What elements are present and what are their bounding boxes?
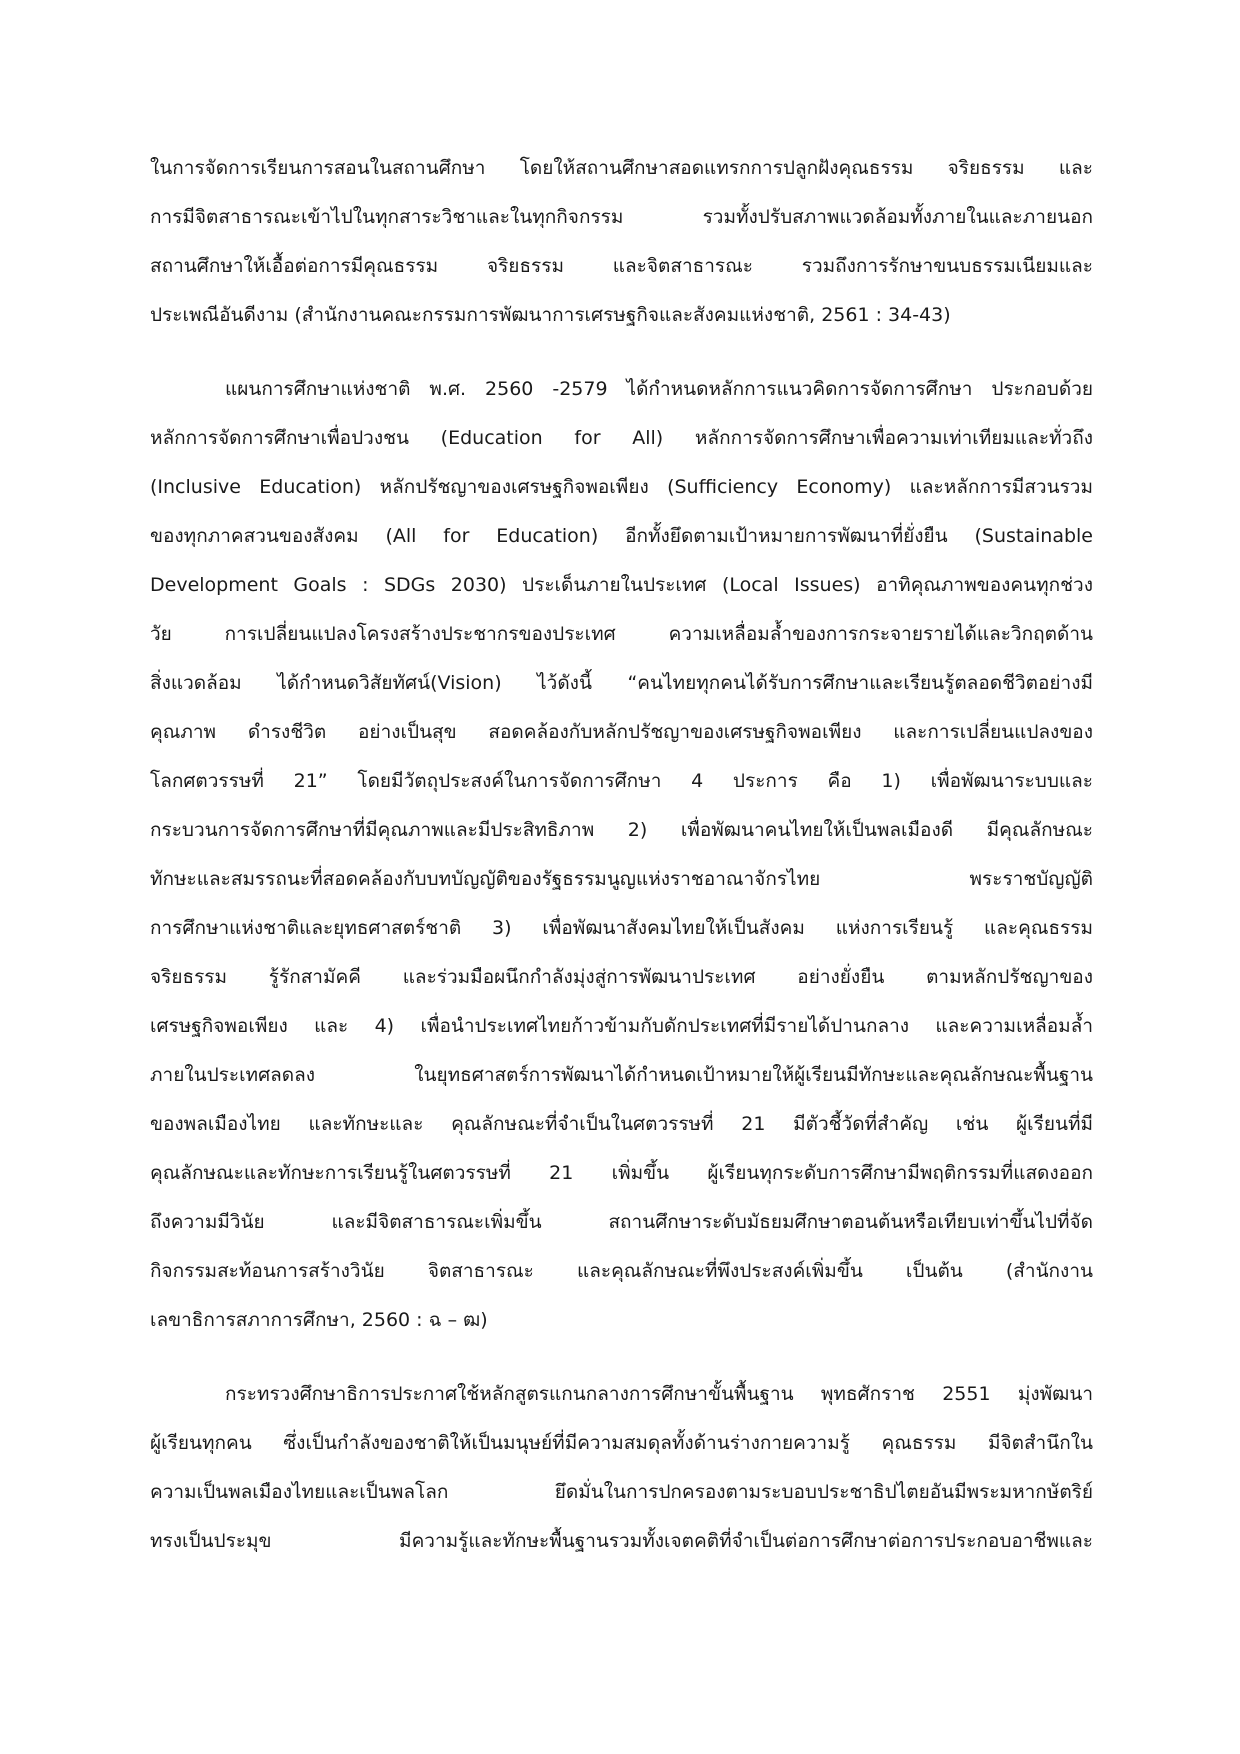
- text-line: ถึงความมีวินัย และมีจิตสาธารณะเพิ่มขึ้น สถานศึกษาระดับมัธยมศึกษาตอนต้นหรือเทียบเท่าขึ้นไปที่จัด: [150, 1211, 1093, 1233]
- text-line: เศรษฐกิจพอเพียง และ 4) เพื่อนำประเทศไทยก้าวข้ามกับดักประเทศที่มีรายได้ปานกลาง และความเหลื่อมล้ำ: [150, 1015, 1093, 1037]
- text-line: ทักษะและสมรรถนะที่สอดคล้องกับบทบัญญัติของรัฐธรรมนูญแห่งราชอาณาจักรไทย พระราชบัญญัติ: [150, 868, 1093, 890]
- text-line: กระบวนการจัดการศึกษาที่มีคุณภาพและมีประสิทธิภาพ 2) เพื่อพัฒนาคนไทยให้เป็นพลเมืองดี มีคุณลักษณะ: [150, 819, 1093, 841]
- text-line: กิจกรรมสะท้อนการสร้างวินัย จิตสาธารณะ และคุณลักษณะที่พึงประสงค์เพิ่มขึ้น เป็นต้น (สำนักงาน: [150, 1260, 1093, 1282]
- text-line: ของทุกภาคสวนของสังคม (All for Education) อีกทั้งยึดตามเป้าหมายการพัฒนาที่ยั่งยืน (Sustainable: [150, 525, 1093, 547]
- paragraph-1: [150, 144, 1093, 340]
- text-line: สิ่งแวดล้อม ได้กำหนดวิสัยทัศน์(Vision) ไว้ดังนี้ “คนไทยทุกคนได้รับการศึกษาและเรียนรู้ตลอดชีวิตอย่างมี: [150, 672, 1093, 694]
- text-line: กระทรวงศึกษาธิการประกาศใช้หลักสูตรแกนกลางการศึกษาขั้นพื้นฐาน พุทธศักราช 2551 มุ่งพัฒนา: [225, 1383, 1093, 1405]
- text-line: เลขาธิการสภาการศึกษา, 2560 : ฉ – ฒ): [150, 1309, 488, 1331]
- text-line: Development Goals : SDGs 2030) ประเด็นภายในประเทศ (Local Issues) อาทิคุณภาพของคนทุกช่วง: [150, 574, 1093, 596]
- paragraph-2: [150, 365, 1093, 1345]
- text-line: ภายในประเทศลดลง ในยุทธศาสตร์การพัฒนาได้กำหนดเป้าหมายให้ผู้เรียนมีทักษะและคุณลักษณะพื้นฐาน: [150, 1064, 1093, 1086]
- text-line: การมีจิตสาธารณะเข้าไปในทุกสาระวิชาและในทุกกิจกรรม รวมทั้งปรับสภาพแวดล้อมทั้งภายในและภายนอก: [150, 206, 1093, 228]
- text-line: แผนการศึกษาแห่งชาติ พ.ศ. 2560 -2579 ได้กำหนดหลักการแนวคิดการจัดการศึกษา ประกอบด้วย: [225, 378, 1093, 400]
- text-line: ของพลเมืองไทย และทักษะและ คุณลักษณะที่จำเป็นในศตวรรษที่ 21 มีตัวชี้วัดที่สำคัญ เช่น ผู้เรียนที่มี: [150, 1113, 1093, 1135]
- text-line: ในการจัดการเรียนการสอนในสถานศึกษา โดยให้สถานศึกษาสอดแทรกการปลูกฝังคุณธรรม จริยธรรม และ: [150, 157, 1093, 179]
- text-line: โลกศตวรรษที่ 21” โดยมีวัตถุประสงค์ในการจัดการศึกษา 4 ประการ คือ 1) เพื่อพัฒนาระบบและ: [150, 770, 1093, 792]
- text-line: ความเป็นพลเมืองไทยและเป็นพลโลก ยึดมั่นในการปกครองตามระบอบประชาธิปไตยอันมีพระมหากษัตริย์: [150, 1481, 1093, 1503]
- text-line: (Inclusive Education) หลักปรัชญาของเศรษฐกิจพอเพียง (Sufficiency Economy) และหลักการมีสวนรวม: [150, 476, 1093, 498]
- text-line: การศึกษาแห่งชาติและยุทธศาสตร์ชาติ 3) เพื่อพัฒนาสังคมไทยให้เป็นสังคม แห่งการเรียนรู้ และคุณธรรม: [150, 917, 1093, 939]
- document-page: [150, 144, 1093, 1566]
- text-line: คุณลักษณะและทักษะการเรียนรู้ในศตวรรษที่ 21 เพิ่มขึ้น ผู้เรียนทุกระดับการศึกษามีพฤติกรรมที่แสดงออก: [150, 1162, 1093, 1184]
- text-line: ผู้เรียนทุกคน ซึ่งเป็นกำลังของชาติให้เป็นมนุษย์ที่มีความสมดุลทั้งด้านร่างกายความรู้ คุณธรรม มีจิตสำนึกใน: [150, 1432, 1093, 1454]
- text-line: จริยธรรม รู้รักสามัคคี และร่วมมือผนึกกำลังมุ่งสู่การพัฒนาประเทศ อย่างยั่งยืน ตามหลักปรัชญาของ: [150, 966, 1093, 988]
- text-line: ประเพณีอันดีงาม (สำนักงานคณะกรรมการพัฒนาการเศรษฐกิจและสังคมแห่งชาติ, 2561 : 34-43): [150, 304, 951, 326]
- text-line: หลักการจัดการศึกษาเพื่อปวงชน (Education for All) หลักการจัดการศึกษาเพื่อความเท่าเทียมและทั่วถึง: [150, 427, 1093, 449]
- paragraph-3: [150, 1370, 1093, 1566]
- text-line: ทรงเป็นประมุข มีความรู้และทักษะพื้นฐานรวมทั้งเจตคติที่จำเป็นต่อการศึกษาต่อการประกอบอาชีพและ: [150, 1530, 1093, 1552]
- text-line: คุณภาพ ดำรงชีวิต อย่างเป็นสุข สอดคล้องกับหลักปรัชญาของเศรษฐกิจพอเพียง และการเปลี่ยนแปลงของ: [150, 721, 1093, 743]
- paragraph-gap: [150, 1345, 1093, 1370]
- text-line: สถานศึกษาให้เอื้อต่อการมีคุณธรรม จริยธรรม และจิตสาธารณะ รวมถึงการรักษาขนบธรรมเนียมและ: [150, 255, 1093, 277]
- paragraph-gap: [150, 340, 1093, 365]
- text-line: วัย การเปลี่ยนแปลงโครงสร้างประชากรของประเทศ ความเหลื่อมล้ำของการกระจายรายได้และวิกฤตด้าน: [150, 623, 1093, 645]
